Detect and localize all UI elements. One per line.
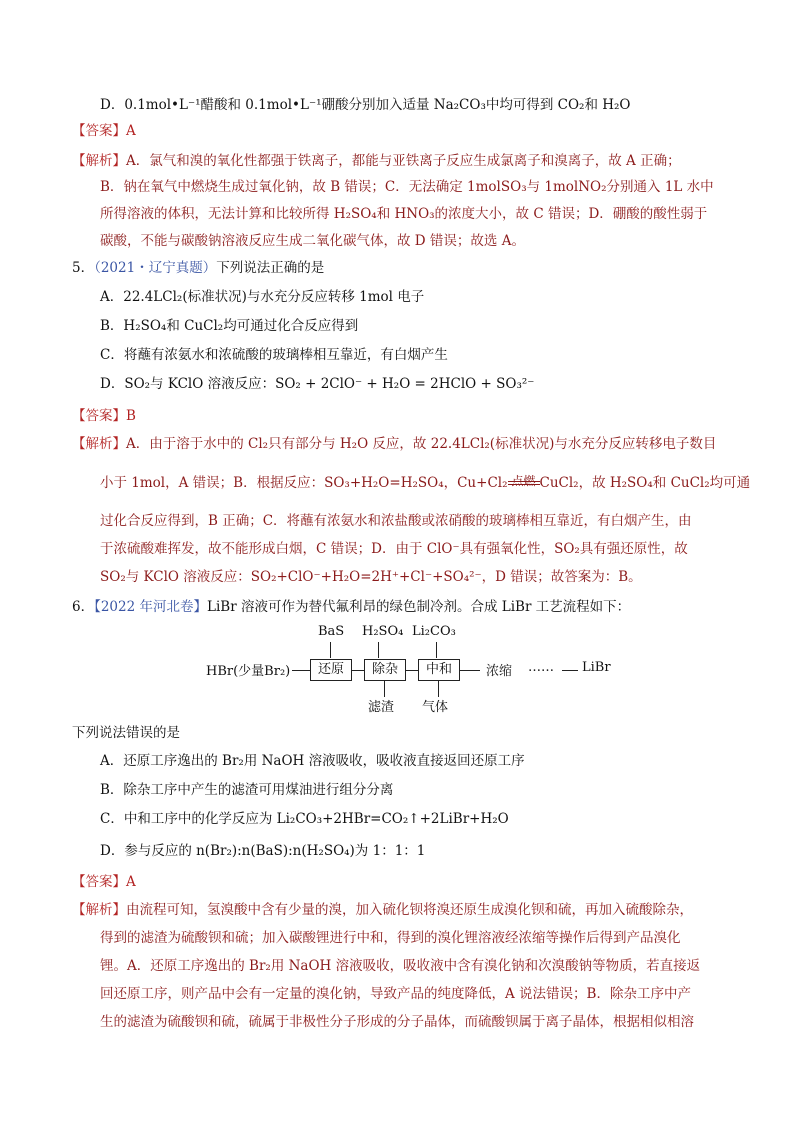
step-concentrate: 浓缩	[486, 664, 513, 679]
q5-option-a: A．22.4LCl₂(标准状况)与水充分反应转移 1mol 电子	[100, 289, 425, 305]
arrow-1	[292, 670, 310, 671]
q4-analysis-line-2: B．钠在氧气中燃烧生成过氧化钠，故 B 错误；C．无法确定 1molSO₃与 1molNO₂分别通入 1L 水中	[100, 179, 714, 195]
q5-analysis-line-2: 小于 1mol，A 错误；B．根据反应：SO₃+H₂O=H₂SO₄，Cu+Cl₂ 点燃 CuCl₂，故 H₂SO₄和 CuCl₂均可通	[100, 474, 751, 491]
q6-stem: 6．【2022 年河北卷】LiBr 溶液可作为替代氟利昂的绿色制冷剂。合成 LiBr 工艺流程如下：	[72, 599, 631, 615]
analysis-label: 【解析】	[72, 153, 126, 169]
arrow-down-2	[378, 642, 379, 658]
q5-answer: 【答案】B	[72, 408, 136, 424]
arrow-down-out-1	[384, 681, 385, 697]
q4-analysis-line-1: 【解析】A．氯气和溴的氧化性都强于铁离子，都能与亚铁离子反应生成氯离子和溴离子，故 A 正确；	[72, 153, 681, 169]
q6-option-d: D．参与反应的 n(Br₂):n(BaS):n(H₂SO₄)为 1：1：1	[100, 843, 426, 859]
q5-option-b: B．H₂SO₄和 CuCl₂均可通过化合反应得到	[100, 318, 359, 334]
answer-value: A	[126, 123, 136, 139]
q6-analysis-line-5: 生的滤渣为硫酸钡和硫，硫属于非极性分子形成的分子晶体，而硫酸钡属于离子晶体，根据相似相溶	[100, 1014, 694, 1030]
q5-analysis-line-1: 【解析】A．由于溶于水中的 Cl₂只有部分与 H₂O 反应，故 22.4LCl₂(标准状况)与水充分反应转移电子数目	[72, 436, 717, 452]
q5-option-d: D．SO₂与 KClO 溶液反应：SO₂ + 2ClO⁻ + H₂O = 2HClO + SO₃²⁻	[100, 376, 535, 392]
step-reduce: 还原	[310, 659, 352, 681]
arrow-down-3	[436, 642, 437, 658]
q4-option-d: D．0.1mol•L⁻¹醋酸和 0.1mol•L⁻¹硼酸分别加入适量 Na₂CO₃中均可得到 CO₂和 H₂O	[100, 97, 631, 113]
arrow-down-1	[330, 642, 331, 658]
q4-analysis-line-4: 碳酸，不能与碳酸钠溶液反应生成二氧化碳气体，故 D 错误；故选 A。	[100, 233, 525, 249]
q5-analysis-line-5: SO₂与 KClO 溶液反应：SO₂+ClO⁻+H₂O=2H⁺+Cl⁻+SO₄²⁻，D 错误；故答案为：B。	[100, 569, 642, 585]
step-remove-impurity: 除杂	[364, 659, 406, 681]
q6-option-c: C．中和工序中的化学反应为 Li₂CO₃+2HBr=CO₂↑+2LiBr+H₂O	[100, 811, 509, 827]
q6-analysis-line-2: 得到的滤渣为硫酸钡和硫；加入碳酸锂进行中和，得到的溴化锂溶液经浓缩等操作后得到产品溴化	[100, 930, 681, 946]
q4-answer	[72, 122, 136, 140]
q6-option-b: B．除杂工序中产生的滤渣可用煤油进行组分分离	[100, 782, 394, 798]
q5-source: （2021・辽宁真题）	[94, 260, 217, 276]
q6-ask: 下列说法错误的是	[72, 725, 180, 741]
answer-label: 【答案】	[72, 123, 126, 139]
q6-analysis-line-4: 回还原工序，则产品中会有一定量的溴化钠，导致产品的纯度降低，A 说法错误；B．除杂工序中产	[100, 986, 691, 1002]
output-gas: 气体	[422, 700, 449, 715]
q4-analysis-line-3: 所得溶液的体积，无法计算和比较所得 H₂SO₄和 HNO₃的浓度大小，故 C 错误；D．硼酸的酸性弱于	[100, 206, 708, 222]
arrow-3	[406, 670, 418, 671]
q6-analysis-line-3: 锂。A．还原工序逸出的 Br₂用 NaOH 溶液吸收，吸收液中含有溴化钠和次溴酸钠等物质，若直接返	[100, 958, 701, 974]
q5-analysis-line-4: 于浓硫酸难挥发，故不能形成白烟，C 错误；D．由于 ClO⁻具有强氧化性，SO₂具有强还原性，故	[100, 541, 688, 557]
ignite-condition: 点燃	[511, 474, 536, 488]
reagent-h2so4: H₂SO₄	[362, 624, 404, 639]
q5-option-c: C．将蘸有浓氨水和浓硫酸的玻璃棒相互靠近，有白烟产生	[100, 347, 448, 363]
arrow-5	[562, 670, 578, 671]
reagent-bas: BaS	[318, 624, 345, 639]
q6-source: 【2022 年河北卷】	[94, 599, 207, 615]
q5-analysis-line-3: 过化合反应得到，B 正确；C．将蘸有浓氨水和浓盐酸或浓硝酸的玻璃棒相互靠近，有白烟产生，由	[100, 513, 692, 529]
flow-start: HBr(少量Br₂)	[206, 664, 291, 679]
arrow-2	[352, 670, 364, 671]
q5-stem: 5．（2021・辽宁真题）下列说法正确的是	[72, 260, 325, 276]
arrow-down-out-2	[438, 681, 439, 697]
q6-option-a: A．还原工序逸出的 Br₂用 NaOH 溶液吸收，吸收液直接返回还原工序	[100, 753, 525, 769]
flow-end: LiBr	[582, 660, 611, 675]
process-flow-diagram	[200, 624, 630, 716]
q6-answer: 【答案】A	[72, 874, 136, 890]
output-residue: 滤渣	[368, 700, 395, 715]
flow-dots: ……	[528, 660, 554, 675]
reagent-li2co3: Li₂CO₃	[412, 624, 456, 639]
step-neutralize: 中和	[418, 659, 460, 681]
q6-analysis-line-1: 【解析】由流程可知，氢溴酸中含有少量的溴，加入硫化钡将溴还原生成溴化钡和硫，再加入硫酸除杂，	[72, 902, 693, 918]
arrow-4	[460, 670, 480, 671]
